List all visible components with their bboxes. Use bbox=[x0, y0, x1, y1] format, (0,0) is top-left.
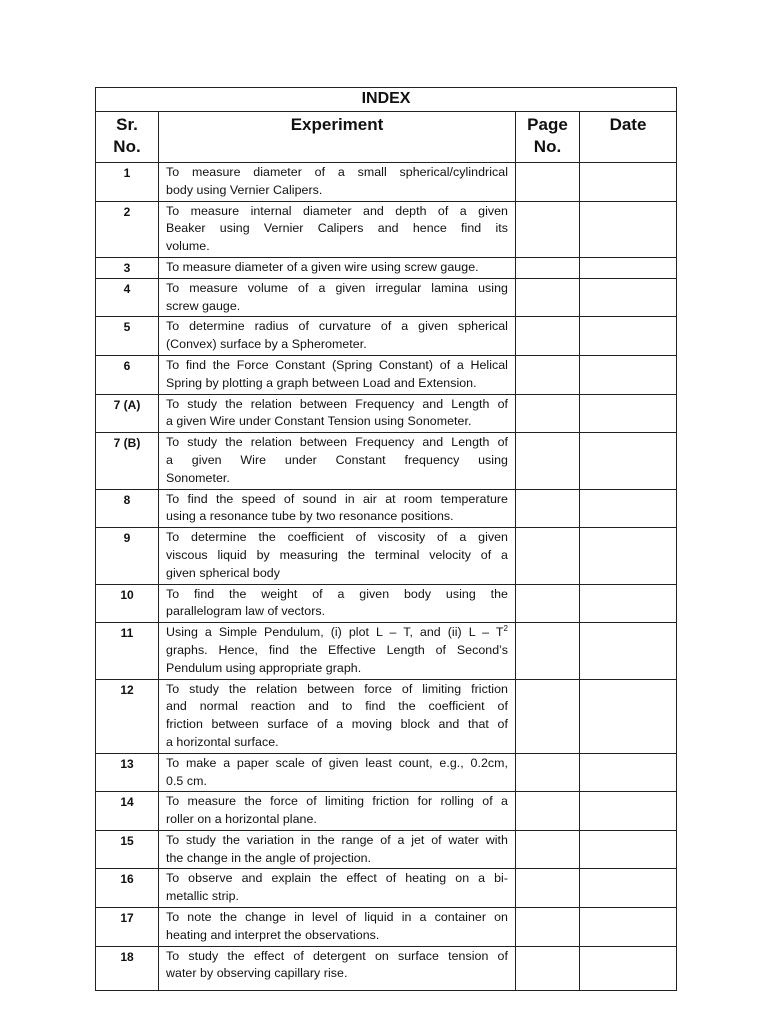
experiment-line bbox=[166, 624, 508, 642]
table-row bbox=[96, 433, 677, 489]
page-no-cell bbox=[516, 355, 580, 394]
date-cell bbox=[580, 623, 677, 679]
experiment-cell bbox=[159, 584, 516, 623]
date-header-label: Date bbox=[609, 115, 647, 134]
page-no-cell bbox=[516, 830, 580, 869]
sr-no-cell: 7 (A) bbox=[96, 394, 159, 433]
date-cell bbox=[580, 163, 677, 202]
experiment-line: To find the speed of sound in air at room temperature bbox=[166, 491, 508, 506]
date-cell bbox=[580, 257, 677, 278]
experiment-line: To study the variation in the range of a jet of water with bbox=[166, 832, 508, 847]
index-rows bbox=[96, 163, 677, 991]
experiment-line: water by observing capillary rise. bbox=[166, 966, 348, 981]
page-no-cell bbox=[516, 317, 580, 356]
date-cell bbox=[580, 792, 677, 831]
date-cell bbox=[580, 908, 677, 947]
experiment-line: To note the change in level of liquid in a container on bbox=[166, 910, 508, 925]
sr-no-cell: 14 bbox=[96, 792, 159, 831]
date-cell bbox=[580, 489, 677, 528]
index-title: INDEX bbox=[96, 88, 677, 112]
sr-no-cell: 6 bbox=[96, 355, 159, 394]
date-cell bbox=[580, 201, 677, 257]
table-row bbox=[96, 257, 677, 278]
date-cell bbox=[580, 830, 677, 869]
sr-no-cell: 13 bbox=[96, 753, 159, 792]
page-no-cell bbox=[516, 489, 580, 528]
experiment-line: volume. bbox=[166, 239, 210, 254]
sr-no-cell: 7 (B) bbox=[96, 433, 159, 489]
experiment-cell bbox=[159, 792, 516, 831]
experiment-line: To measure diameter of a small spherical/cylindrical bbox=[166, 165, 508, 179]
experiment-line: viscous liquid by measuring the terminal velocity of a bbox=[166, 547, 508, 562]
sr-header-line2: No. bbox=[113, 137, 141, 156]
page-no-cell bbox=[516, 623, 580, 679]
experiment-line: Beaker using Vernier Calipers and hence find its bbox=[166, 221, 508, 236]
table-row bbox=[96, 753, 677, 792]
experiment-line: a given Wire under Constant frequency using bbox=[166, 452, 508, 467]
superscript-text: 2 bbox=[503, 624, 508, 633]
date-cell bbox=[580, 528, 677, 584]
experiment-cell bbox=[159, 946, 516, 990]
sr-no-header bbox=[96, 112, 159, 163]
table-row bbox=[96, 946, 677, 990]
experiment-header-label: Experiment bbox=[290, 115, 384, 134]
experiment-line: To measure the force of limiting friction for rolling of a bbox=[166, 794, 508, 809]
page-no-cell bbox=[516, 792, 580, 831]
sr-no-cell: 2 bbox=[96, 201, 159, 257]
sr-no-cell: 9 bbox=[96, 528, 159, 584]
sr-no-cell: 12 bbox=[96, 679, 159, 753]
sr-no-cell: 1 bbox=[96, 163, 159, 202]
date-cell bbox=[580, 394, 677, 433]
table-row bbox=[96, 679, 677, 753]
experiment-cell bbox=[159, 394, 516, 433]
experiment-line: To measure volume of a given irregular lamina using bbox=[166, 280, 508, 295]
experiment-line: a horizontal surface. bbox=[166, 734, 279, 749]
page-no-cell bbox=[516, 753, 580, 792]
table-row bbox=[96, 869, 677, 908]
date-cell bbox=[580, 869, 677, 908]
experiment-line: heating and interpret the observations. bbox=[166, 927, 380, 942]
page-no-cell bbox=[516, 908, 580, 947]
page-no-cell bbox=[516, 869, 580, 908]
experiment-cell bbox=[159, 869, 516, 908]
sr-no-cell: 8 bbox=[96, 489, 159, 528]
experiment-cell bbox=[159, 830, 516, 869]
experiment-cell bbox=[159, 753, 516, 792]
experiment-cell bbox=[159, 489, 516, 528]
sr-no-cell: 11 bbox=[96, 623, 159, 679]
experiment-line: To determine radius of curvature of a given spherical bbox=[166, 319, 508, 334]
experiment-cell bbox=[159, 433, 516, 489]
index-table bbox=[95, 87, 677, 991]
sr-no-cell: 10 bbox=[96, 584, 159, 623]
page-no-header bbox=[516, 112, 580, 163]
experiment-cell bbox=[159, 201, 516, 257]
table-row bbox=[96, 317, 677, 356]
experiment-line: (Convex) surface by a Spherometer. bbox=[166, 337, 367, 352]
table-row bbox=[96, 394, 677, 433]
experiment-cell bbox=[159, 528, 516, 584]
experiment-cell bbox=[159, 355, 516, 394]
experiment-line: To measure diameter of a given wire using screw gauge. bbox=[166, 259, 479, 274]
experiment-line: To study the relation between Frequency and Length of bbox=[166, 396, 508, 411]
experiment-line: graphs. Hence, find the Effective Length of Second’s bbox=[166, 642, 508, 657]
page-no-cell bbox=[516, 433, 580, 489]
experiment-line: a given Wire under Constant Tension using Sonometer. bbox=[166, 414, 472, 429]
experiment-line: screw gauge. bbox=[166, 298, 241, 313]
date-cell bbox=[580, 317, 677, 356]
experiment-line: using a resonance tube by two resonance positions. bbox=[166, 509, 454, 524]
experiment-cell bbox=[159, 278, 516, 317]
sr-header-line1: Sr. bbox=[116, 115, 138, 134]
page-no-cell bbox=[516, 584, 580, 623]
table-row bbox=[96, 623, 677, 679]
date-cell bbox=[580, 433, 677, 489]
date-cell bbox=[580, 679, 677, 753]
date-header bbox=[580, 112, 677, 163]
experiment-cell bbox=[159, 317, 516, 356]
page-no-cell bbox=[516, 201, 580, 257]
experiment-line: and normal reaction and to find the coefficient of bbox=[166, 699, 508, 714]
table-row bbox=[96, 830, 677, 869]
date-cell bbox=[580, 355, 677, 394]
table-row bbox=[96, 201, 677, 257]
experiment-line: given spherical body bbox=[166, 565, 280, 580]
table-row bbox=[96, 908, 677, 947]
experiment-line: To determine the coefficient of viscosity of a given bbox=[166, 530, 508, 545]
experiment-line-text: Using a Simple Pendulum, (i) plot L – T, and (ii) L – T bbox=[166, 625, 504, 640]
sr-no-cell: 15 bbox=[96, 830, 159, 869]
page-no-cell bbox=[516, 278, 580, 317]
experiment-line: Pendulum using appropriate graph. bbox=[166, 660, 362, 675]
experiment-cell bbox=[159, 908, 516, 947]
date-cell bbox=[580, 946, 677, 990]
table-row bbox=[96, 163, 677, 202]
table-row bbox=[96, 584, 677, 623]
page-no-cell bbox=[516, 163, 580, 202]
header-row bbox=[96, 112, 677, 163]
sr-no-cell: 5 bbox=[96, 317, 159, 356]
experiment-line: To make a paper scale of given least count, e.g., 0.2cm, bbox=[166, 755, 508, 770]
page-no-cell bbox=[516, 946, 580, 990]
sr-no-cell: 3 bbox=[96, 257, 159, 278]
experiment-line: friction between surface of a moving block and that of bbox=[166, 717, 508, 732]
page-no-cell bbox=[516, 528, 580, 584]
page-header-line1: Page bbox=[527, 115, 568, 134]
sr-no-cell: 17 bbox=[96, 908, 159, 947]
experiment-line: metallic strip. bbox=[166, 889, 240, 904]
page-no-cell bbox=[516, 679, 580, 753]
experiment-line: To measure internal diameter and depth of a given bbox=[166, 203, 508, 218]
page-no-cell bbox=[516, 257, 580, 278]
experiment-line: the change in the angle of projection. bbox=[166, 850, 372, 865]
experiment-line: To study the effect of detergent on surface tension of bbox=[166, 948, 508, 963]
experiment-line: roller on a horizontal plane. bbox=[166, 812, 317, 827]
experiment-header bbox=[159, 112, 516, 163]
page-header-line2: No. bbox=[533, 137, 562, 156]
experiment-line: 0.5 cm. bbox=[166, 773, 207, 788]
experiment-line: To find the Force Constant (Spring Constant) of a Helical bbox=[166, 357, 508, 372]
experiment-line: To study the relation between Frequency and Length of bbox=[166, 435, 508, 450]
table-row bbox=[96, 792, 677, 831]
sr-no-cell: 16 bbox=[96, 869, 159, 908]
table-row bbox=[96, 528, 677, 584]
page-no-cell bbox=[516, 394, 580, 433]
experiment-line: To find the weight of a given body using the bbox=[166, 586, 508, 601]
sr-no-cell: 18 bbox=[96, 946, 159, 990]
table-row bbox=[96, 355, 677, 394]
date-cell bbox=[580, 584, 677, 623]
experiment-line: body using Vernier Calipers. bbox=[166, 182, 323, 197]
date-cell bbox=[580, 753, 677, 792]
sr-no-cell: 4 bbox=[96, 278, 159, 317]
title-row bbox=[96, 88, 677, 112]
experiment-line: Sonometer. bbox=[166, 470, 230, 485]
table-row bbox=[96, 489, 677, 528]
experiment-line: To study the relation between force of limiting friction bbox=[166, 681, 508, 696]
experiment-line: To observe and explain the effect of heating on a bi- bbox=[166, 871, 508, 886]
date-cell bbox=[580, 278, 677, 317]
experiment-cell bbox=[159, 163, 516, 202]
experiment-line: Spring by plotting a graph between Load and Extension. bbox=[166, 375, 477, 390]
experiment-line: parallelogram law of vectors. bbox=[166, 604, 326, 619]
experiment-cell bbox=[159, 623, 516, 679]
table-row bbox=[96, 278, 677, 317]
experiment-cell bbox=[159, 257, 516, 278]
experiment-cell bbox=[159, 679, 516, 753]
